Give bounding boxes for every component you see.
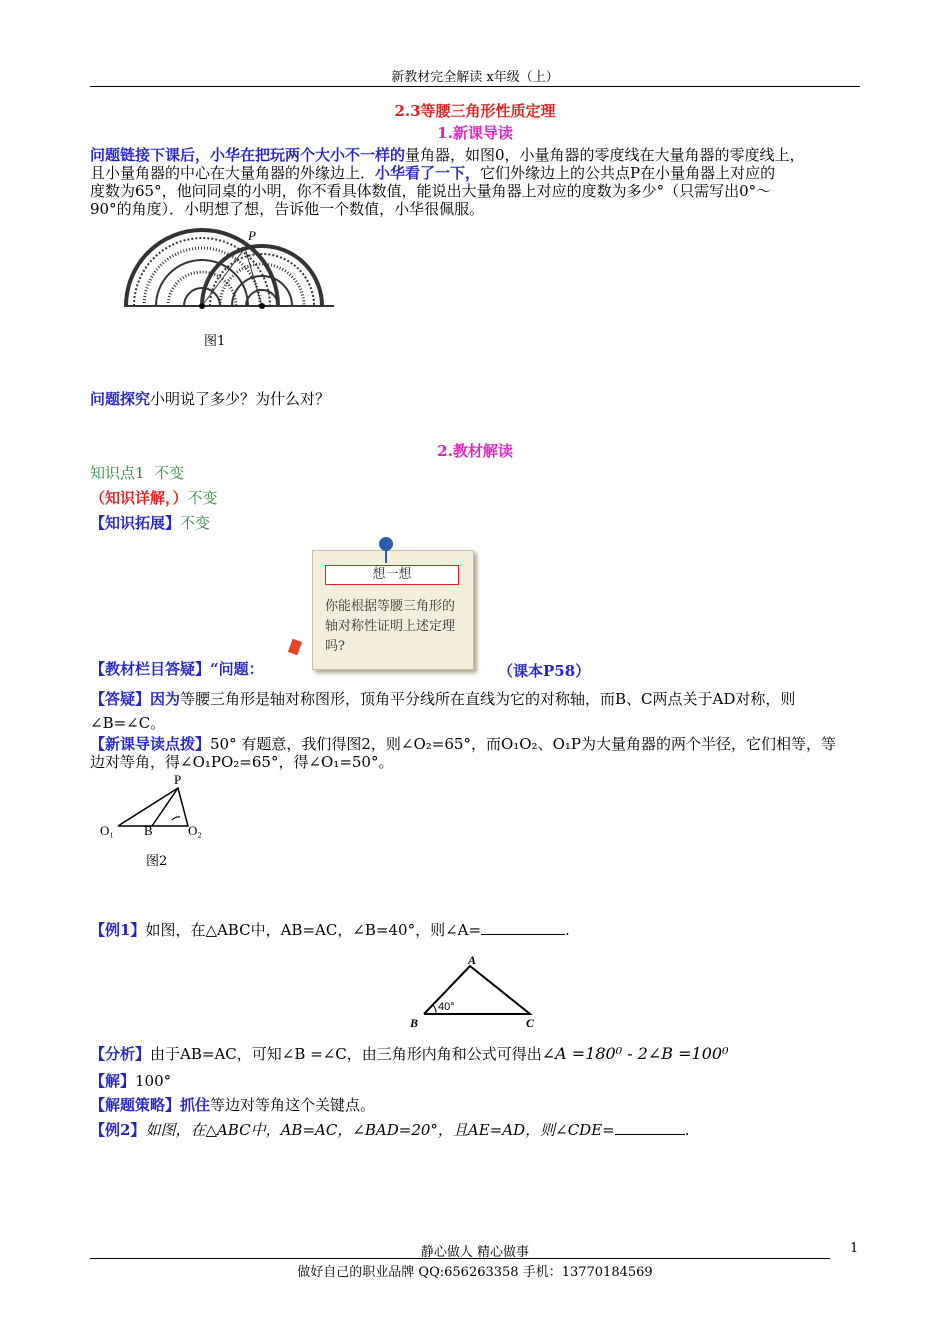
- tip-text: 50° 有题意，我们得图2，则∠O₂=65°，而O₁O₂、O₁P为大量角器的两个半径，它们相等，等: [210, 735, 836, 753]
- analysis-formula: ∠A =180⁰ - 2∠B =100⁰: [541, 1044, 729, 1063]
- intro-line-1: [90, 146, 860, 164]
- footer-contact: 做好自己的职业品牌 QQ:656263358 手机：13770184569: [297, 1265, 653, 1280]
- analysis-text: 由于AB=AC，可知∠B =∠C，由三角形内角和公式可得出: [150, 1045, 542, 1063]
- strategy-text: 等边对等角这个关键点。: [210, 1096, 376, 1114]
- figure-1-caption: 图1: [204, 334, 226, 349]
- section-heading-2: 2.教材解读: [437, 442, 513, 460]
- fig3-angle-label: 40°: [438, 1001, 455, 1013]
- big-protractor-center: [199, 303, 205, 309]
- intro-text-2b: 小华看了一下，: [375, 164, 481, 182]
- figure-3-triangle: [408, 952, 548, 1032]
- example-2-answer-blank: [615, 1120, 685, 1135]
- analysis-tag: 【分析】: [90, 1045, 151, 1063]
- answer-tag: 【答疑】: [90, 690, 151, 708]
- fig2-label-o1: O₁: [100, 823, 114, 838]
- tip-line-1: [90, 735, 860, 753]
- intro-lead: 问题链接下课后，小华在把玩两个大小不一样的: [90, 146, 406, 164]
- intro-text-1: 量角器，如图0，小量角器的零度线在大量角器的零度线上，: [405, 146, 805, 164]
- example-2-text: 如图，在△ABC中，AB=AC，∠BAD=20°，且AE=AD，则∠CDE=: [145, 1121, 615, 1139]
- strategy-bold: 抓住: [180, 1096, 211, 1114]
- explore-tag: 问题探究: [90, 390, 151, 408]
- example-2-tag: 【例2】: [90, 1121, 146, 1139]
- solution-line: [90, 1072, 860, 1090]
- red-mark-icon: [288, 639, 302, 656]
- explore-line: [90, 390, 860, 408]
- fig3-label-a: A: [468, 953, 477, 967]
- qa-ref: （课本P58）: [498, 662, 591, 680]
- answer-bold: 因为: [150, 690, 181, 708]
- small-protractor-center: [259, 303, 265, 309]
- page-header: 新教材完全解读 x年级（上）: [391, 70, 559, 85]
- analysis-line: [90, 1045, 860, 1063]
- think-card: [312, 550, 474, 670]
- section-heading-1: 1.新课导读: [437, 124, 513, 142]
- qa-line: [90, 660, 860, 678]
- intro-text-2c: 它们外缘边上的公共点P在小量角器上对应的: [480, 164, 776, 182]
- kp-ext-text: 不变: [180, 514, 211, 532]
- solution-tag: 【解】: [90, 1072, 136, 1090]
- figure-2-triangle: [100, 772, 210, 842]
- qa-tag: 【教材栏目答疑】“问题：: [90, 660, 264, 678]
- kp-detail-tag: （知识详解，）: [90, 489, 188, 507]
- knowledge-extension: [90, 514, 860, 532]
- fig2-label-p: P: [174, 772, 182, 787]
- fig2-label-b: B: [144, 823, 153, 838]
- intro-text-2a: 且小量角器的中心在大量角器的外缘边上．: [90, 164, 376, 182]
- example-1-tag: 【例1】: [90, 921, 146, 939]
- explore-text: 小明说了多少？为什么对？: [150, 390, 331, 408]
- example-1: [90, 920, 860, 939]
- strategy-tag: 【解题策略】: [90, 1096, 181, 1114]
- tip-line-2: 边对等角，得∠O₁PO₂=65°，得∠O₁=50°。: [90, 753, 394, 771]
- answer-text: 等腰三角形是轴对称图形，顶角平分线所在直线为它的对称轴，而B、C两点关于AD对称，则: [180, 690, 796, 708]
- card-text: 你能根据等腰三角形的轴对称性证明上述定理吗?: [325, 599, 456, 654]
- intro-line-4: 90°的角度）．小明想了想，告诉他一个数值，小华很佩服。: [90, 200, 485, 218]
- intro-line-3: 度数为65°，他问同桌的小明，你不看具体数值，能说出大量角器上对应的度数为多少°（只需写出0°～: [90, 182, 772, 200]
- answer-line-1: [90, 690, 860, 708]
- kp-detail-text: 不变: [187, 489, 218, 507]
- intro-line-2: [90, 164, 860, 182]
- example-2: [90, 1120, 860, 1139]
- page-number: 1: [850, 1241, 859, 1256]
- footer-motto: 静心做人 精心做事: [420, 1245, 530, 1260]
- example-1-end: .: [565, 921, 570, 939]
- kp1-text: 不变: [154, 464, 185, 482]
- knowledge-detail: [90, 489, 860, 507]
- figure-2-caption: 图2: [146, 854, 168, 869]
- point-p-label: P: [248, 228, 256, 243]
- fig2-label-o2: O₂: [188, 823, 202, 838]
- page-title: 2.3等腰三角形性质定理: [394, 102, 556, 120]
- header-divider: [90, 86, 860, 87]
- example-1-answer-blank: [481, 920, 565, 935]
- example-2-end: .: [684, 1121, 690, 1139]
- strategy-line: [90, 1096, 860, 1114]
- fig3-label-b: B: [410, 1016, 419, 1030]
- example-1-text: 如图，在△ABC中，AB=AC，∠B=40°，则∠A=: [145, 921, 482, 939]
- knowledge-point-1: [90, 464, 860, 482]
- pushpin-stem: [385, 549, 387, 563]
- kp1-label: 知识点1: [90, 464, 145, 482]
- tip-tag: 【新课导读点拨】: [90, 735, 211, 753]
- figure-1-protractors: [124, 228, 336, 310]
- fig3-label-c: C: [526, 1016, 535, 1030]
- footer-divider: [90, 1258, 830, 1259]
- card-title: 想一想: [325, 565, 459, 585]
- kp-ext-tag: 【知识拓展】: [90, 514, 181, 532]
- solution-text: 100°: [135, 1072, 172, 1090]
- answer-line-2: ∠B=∠C。: [90, 714, 166, 732]
